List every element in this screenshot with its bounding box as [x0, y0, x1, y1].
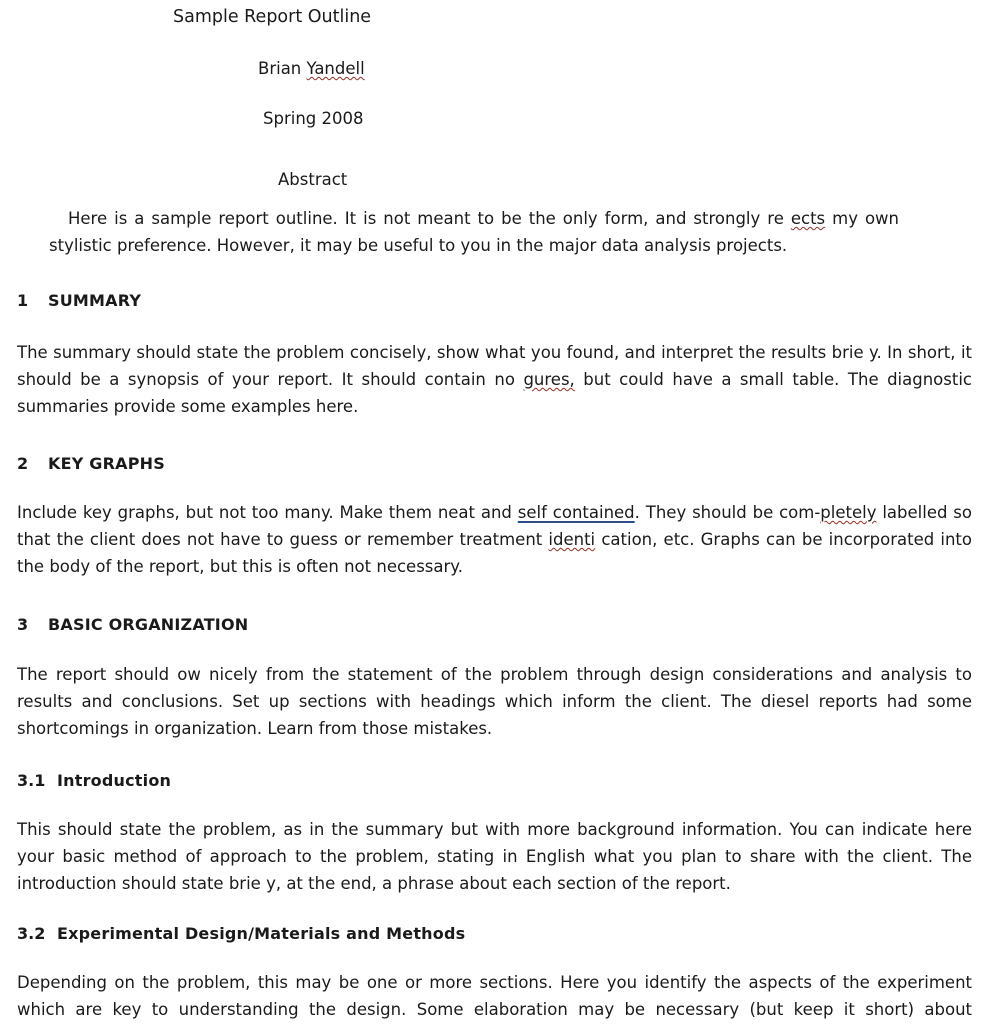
section-2-paragraph	[17, 499, 972, 580]
abstract-text-lead: Here is a sample report outline. It is not meant to be the only form, and strongly re	[68, 209, 791, 228]
section-2-number: 2	[17, 454, 29, 473]
section-2-text-b: . They should be com-	[634, 503, 821, 522]
section-3-2-paragraph: Depending on the problem, this may be one or more sections. Here you identify the aspects of the experiment which are key to understanding the design. Some elaboration may be necessary (but keep it short) about	[17, 973, 972, 1019]
underlined-phrase-self-contained: self contained	[517, 503, 635, 522]
section-2-text-d: cation, etc. Graphs can be incorporated into the body of the report, but this is often not necessary.	[17, 530, 972, 576]
doc-date: Spring 2008	[263, 109, 364, 128]
misspelled-word-identi: identi	[548, 530, 596, 549]
doc-author	[258, 58, 972, 80]
section-3-number: 3	[17, 615, 29, 634]
author-first-name: Brian	[258, 59, 307, 78]
misspelled-word-gures: gures,	[523, 370, 575, 389]
section-1-text-lead: The summary should state the problem concisely, show what you found, and interpret the results brie y. In short, it should be a synopsis of your report. It should contain no	[17, 343, 972, 389]
misspelled-word-ects: ects	[790, 209, 826, 228]
section-1-text-tail: but could have a small table. The diagnostic summaries provide some examples here.	[17, 370, 973, 416]
section-3-title: BASIC ORGANIZATION	[48, 615, 249, 634]
section-1-title: SUMMARY	[48, 291, 142, 310]
section-2-heading	[17, 454, 972, 474]
abstract-heading: Abstract	[278, 170, 348, 189]
section-3-1-paragraph: This should state the problem, as in the summary but with more background information. You can indicate here your basic method of approach to the problem, stating in English what you plan to share with the client. The introduction should state brie y, at the end, a phrase about each section of the report.	[17, 820, 972, 893]
abstract-paragraph	[49, 205, 899, 259]
section-3-1-heading	[17, 771, 972, 791]
section-3-2-heading	[17, 924, 972, 944]
section-3-1-number: 3.1	[17, 771, 46, 790]
section-3-heading	[17, 615, 972, 635]
author-surname-misspelled: Yandell	[306, 59, 365, 78]
section-1-paragraph	[17, 339, 972, 420]
section-1-heading	[17, 291, 972, 311]
doc-title: Sample Report Outline	[173, 7, 372, 27]
section-3-paragraph: The report should ow nicely from the statement of the problem through design considerations and analysis to results and conclusions. Set up sections with headings which inform the client. The diesel reports had some shortcomings in organization. Learn from those mistakes.	[17, 665, 972, 738]
section-1-number: 1	[17, 291, 29, 310]
section-2-title: KEY GRAPHS	[48, 454, 165, 473]
section-3-2-title: Experimental Design/Materials and Methods	[57, 924, 466, 943]
section-3-1-title: Introduction	[57, 771, 172, 790]
misspelled-word-pletely: pletely	[820, 503, 877, 522]
section-2-text-c: labelled so that the client does not have to guess or remember treatment	[17, 503, 972, 549]
section-2-text-a: Include key graphs, but not too many. Make them neat and	[17, 503, 518, 522]
abstract-text-tail: my own stylistic preference. However, it may be useful to you in the major data analysis projects.	[49, 209, 900, 255]
section-3-2-number: 3.2	[17, 924, 46, 943]
